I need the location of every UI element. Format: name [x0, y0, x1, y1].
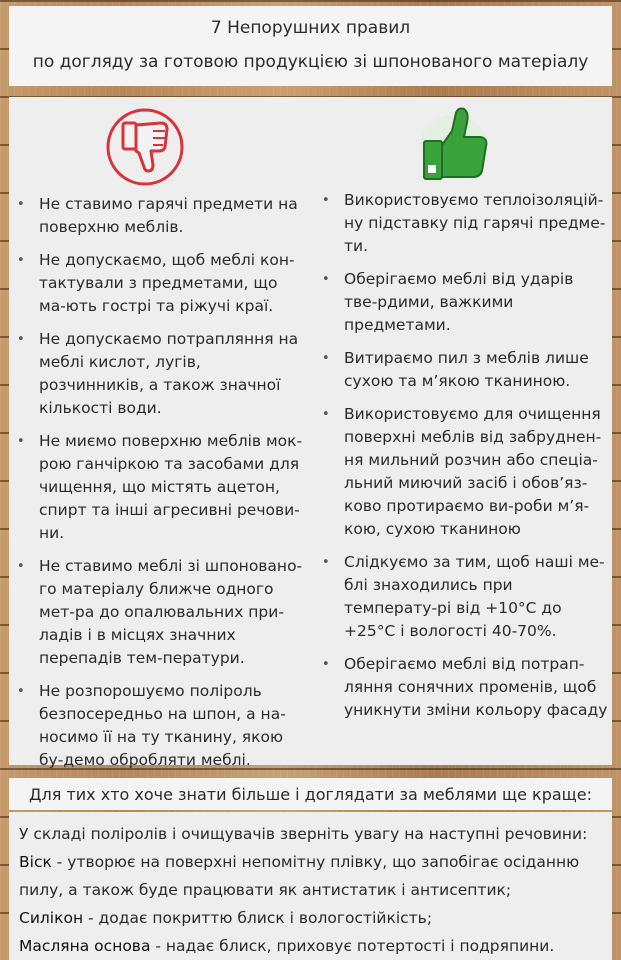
tip-description: - додає покриттю блиск і вологостійкість; — [83, 909, 433, 927]
list-item: • Оберігаємо меблі від потрап-ляння сонячних променів, щоб уникнути зміни кольору фасаду — [314, 653, 610, 722]
list-item: • Не допускаємо потрапляння на меблі кислот, лугів, розчинників, а також значної кількості води. — [9, 328, 309, 420]
tip-term: Віск — [19, 853, 52, 871]
tip-item — [19, 904, 609, 932]
list-item: • Слідкуємо за тим, щоб наші ме-блі знаходились при температу-рі від +10°С до +25°С і вологості 40-70%. — [314, 551, 610, 643]
tips-text — [19, 820, 609, 960]
tip-term: Масляна основа — [19, 937, 151, 955]
list-item: • Використовуємо теплоізоляцій-ну підставку під гарячі предме-ти. — [314, 189, 610, 258]
tip-item — [19, 848, 609, 904]
do-list — [314, 189, 610, 732]
tip-item — [19, 932, 609, 960]
list-item: • Не миємо поверхню меблів мок-рою ганчіркою та засобами для чищення, що містять ацетон, спирт та інші агресивні речови-ни. — [9, 430, 309, 545]
more-info-heading-bar — [9, 778, 612, 810]
list-item: • Не допускаємо, щоб меблі кон-тактували з предметами, що ма-ють гострі та ріжучі краї. — [9, 249, 309, 318]
more-info-panel — [9, 812, 612, 960]
tips-intro: У складі поліролів і очищувачів зверніть увагу на наступні речовини: — [19, 825, 588, 843]
more-info-heading: Для тих хто хоче знати більше і доглядати за меблями ще краще: — [29, 785, 592, 804]
rules-panel — [9, 97, 612, 769]
page-title: 7 Непорушних правил — [210, 18, 411, 38]
tip-description: - надає блиск, приховує потертості і подряпини. — [150, 937, 555, 955]
page-subtitle: по догляду за готовою продукцією зі шпонованого матеріалу — [32, 52, 589, 72]
tip-description: - утворює на поверхні непомітну плівку, що запобігає осіданню пилу, а також буде працювати як антистатик і антисептик; — [19, 853, 580, 899]
list-item: • Не розпорошуємо поліроль безпосередньо на шпон, а на-носимо її на ту тканину, якою бу-демо обробляти меблі. — [9, 680, 309, 772]
thumbs-up-icon — [410, 105, 496, 189]
thumbs-down-icon — [105, 107, 185, 191]
dont-list — [9, 193, 309, 782]
list-item: • Витираємо пил з меблів лише сухою та м’якою тканиною. — [314, 347, 610, 393]
list-item: • Використовуємо для очищення поверхні меблів від забруднен-ня мильний розчин або спеціа-льний миючий засіб і обов’яз-ково протираємо ви-роби м’я-кою, сухою тканиною — [314, 403, 610, 541]
list-item: • Не ставимо меблі зі шпоновано-го матеріалу ближче одного мет-ра до опалювальних при-ладів і в місцях значних перепадів тем-ператури. — [9, 555, 309, 670]
list-item: • Не ставимо гарячі предмети на поверхню меблів. — [9, 193, 309, 239]
list-item: • Оберігаємо меблі від ударів тве-рдими, важкими предметами. — [314, 268, 610, 337]
tip-term: Силікон — [19, 909, 84, 927]
title-panel — [9, 6, 612, 86]
